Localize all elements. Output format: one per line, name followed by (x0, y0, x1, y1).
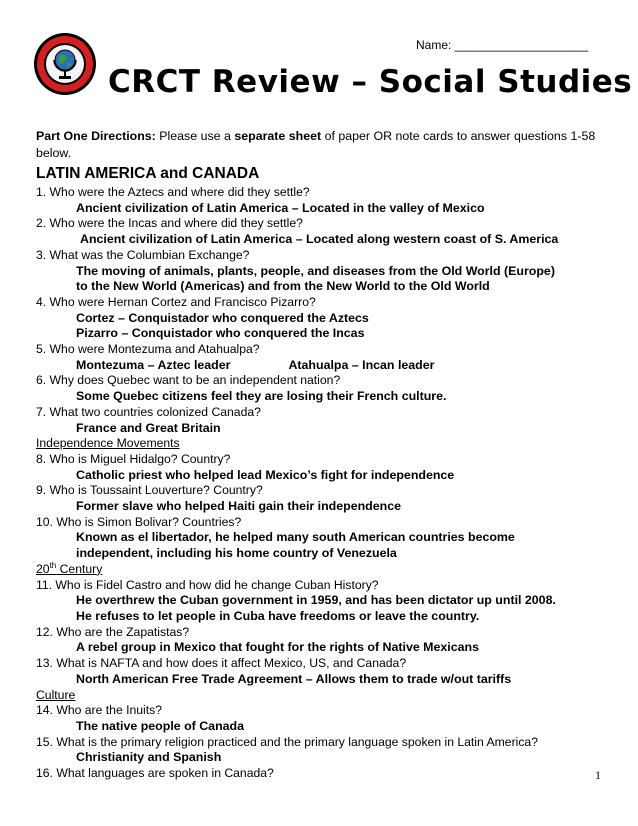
subheading-culture: Culture (36, 687, 76, 702)
subheading-independence: Independence Movements (36, 436, 180, 451)
directions (36, 128, 606, 162)
question-16: 16. What languages are spoken in Canada? (36, 766, 274, 781)
page-number: 1 (595, 768, 601, 782)
answer-11-line-2: He refuses to let people in Cuba have freedoms or leave the country. (76, 608, 480, 623)
directions-emphasis: separate sheet (234, 129, 322, 143)
question-3: 3. What was the Columbian Exchange? (36, 247, 250, 262)
question-13: 13. What is NAFTA and how does it affect Mexico, US, and Canada? (36, 656, 407, 671)
page-title: CRCT Review – Social Studies (108, 64, 633, 100)
answer-10-line-1: Known as el libertador, he helped many south American countries become (76, 530, 515, 545)
answer-7: France and Great Britain (76, 420, 221, 435)
answer-5-part-2: Atahualpa – Incan leader (288, 357, 435, 372)
answer-13: North American Free Trade Agreement – Allows them to trade w/out tariffs (76, 671, 512, 686)
subheading-20th-century (36, 562, 616, 578)
answer-3-line-1: The moving of animals, plants, people, and diseases from the Old World (Europe) (76, 263, 555, 278)
answer-5 (36, 358, 616, 374)
answer-14: The native people of Canada (76, 718, 244, 733)
century-suffix: th (49, 560, 57, 570)
century-number: 20 (36, 561, 50, 576)
answer-12: A rebel group in Mexico that fought for the rights of Native Mexicans (76, 640, 479, 655)
question-15: 15. What is the primary religion practiced and the primary language spoken in Latin America? (36, 734, 538, 749)
question-4: 4. Who were Hernan Cortez and Francisco Pizarro? (36, 294, 316, 309)
answer-3-line-2: to the New World (Americas) and from the New World to the Old World (76, 279, 490, 294)
question-2: 2. Who were the Incas and where did they settle? (36, 216, 303, 231)
question-6: 6. Why does Quebec want to be an independent nation? (36, 373, 341, 388)
answer-15: Christianity and Spanish (76, 750, 222, 765)
answer-4-line-2: Pizarro – Conquistador who conquered the Incas (76, 326, 365, 341)
question-14: 14. Who are the Inuits? (36, 703, 163, 718)
answer-5-part-1: Montezuma – Aztec leader (76, 357, 231, 372)
question-11: 11. Who is Fidel Castro and how did he change Cuban History? (36, 577, 379, 592)
question-5: 5. Who were Montezuma and Atahualpa? (36, 342, 260, 357)
directions-label: Part One Directions: (36, 129, 156, 143)
answer-2: Ancient civilization of Latin America – Located along western coast of S. America (80, 232, 559, 247)
century-word: Century (56, 561, 103, 576)
answer-4-line-1: Cortez – Conquistador who conquered the Aztecs (76, 310, 369, 325)
answer-1: Ancient civilization of Latin America – Located in the valley of Mexico (76, 200, 485, 215)
question-list (36, 163, 616, 782)
question-10: 10. Who is Simon Bolivar? Countries? (36, 514, 242, 529)
question-8: 8. Who is Miguel Hidalgo? Country? (36, 451, 231, 466)
answer-9: Former slave who helped Haiti gain their independence (76, 499, 401, 514)
question-7: 7. What two countries colonized Canada? (36, 404, 261, 419)
directions-text-1: Please use a (155, 129, 235, 143)
answer-8: Catholic priest who helped lead Mexico’s fight for independence (76, 467, 455, 482)
directions-text-2: of paper OR note cards to answer questions 1-58 below. (36, 129, 596, 160)
section-title: LATIN AMERICA and CANADA (36, 165, 260, 182)
globe-logo-icon (33, 32, 97, 96)
answer-10-line-2: independent, including his home country of Venezuela (76, 546, 397, 561)
name-field-label: Name: ____________________ (416, 38, 589, 52)
question-12: 12. Who are the Zapatistas? (36, 624, 190, 639)
answer-6: Some Quebec citizens feel they are losing their French culture. (76, 389, 447, 404)
question-9: 9. Who is Toussaint Louverture? Country? (36, 483, 263, 498)
answer-11-line-1: He overthrew the Cuban government in 1959, and has been dictator up until 2008. (76, 593, 556, 608)
question-1: 1. Who were the Aztecs and where did they settle? (36, 185, 310, 199)
